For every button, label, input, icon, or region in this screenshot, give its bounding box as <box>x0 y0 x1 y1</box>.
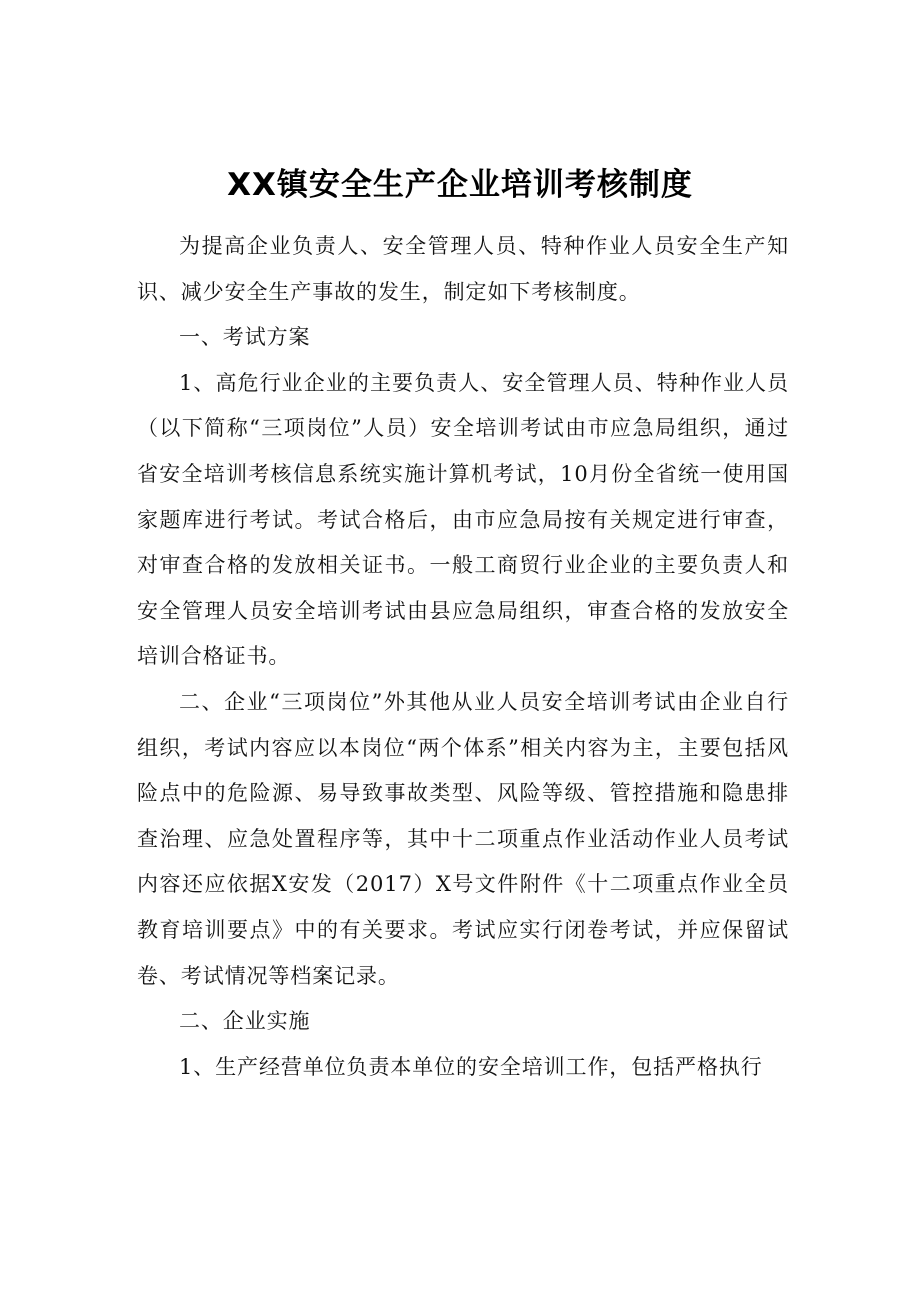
document-title: XX镇安全生产企业培训考核制度 <box>227 167 693 203</box>
paragraph-other-staff-exam: 二、企业“三项岗位”外其他从业人员安全培训考试由企业自行组织，考试内容应以本岗位“两个体系”相关内容为主，主要包括风险点中的危险源、易导致事故类型、风险等级、管控措施和隐患排查治理、应急处置程序等，其中十二项重点作业活动作业人员考试内容还应依据X安发（2017）X号文件附件《十二项重点作业全员教育培训要点》中的有关要求。考试应实行闭卷考试，并应保留试卷、考试情况等档案记录。 <box>137 689 789 988</box>
paragraph-high-risk-exam: 1、高危行业企业的主要负责人、安全管理人员、特种作业人员（以下简称“三项岗位”人员）安全培训考试由市应急局组织，通过省安全培训考核信息系统实施计算机考试，10月份全省统一使用国家题库进行考试。考试合格后，由市应急局按有关规定进行审查，对审查合格的发放相关证书。一般工商贸行业企业的主要负责人和安全管理人员安全培训考试由县应急局组织，审查合格的发放安全培训合格证书。 <box>137 370 789 669</box>
section-heading-enterprise-implementation: 二、企业实施 <box>179 1009 311 1034</box>
document-body <box>137 224 789 1090</box>
section-heading-exam-plan: 一、考试方案 <box>179 325 311 350</box>
paragraph-intro: 为提高企业负责人、安全管理人员、特种作业人员安全生产知识、减少安全生产事故的发生，制定如下考核制度。 <box>137 234 789 304</box>
paragraph-unit-responsibility: 1、生产经营单位负责本单位的安全培训工作，包括严格执行 <box>179 1054 763 1079</box>
